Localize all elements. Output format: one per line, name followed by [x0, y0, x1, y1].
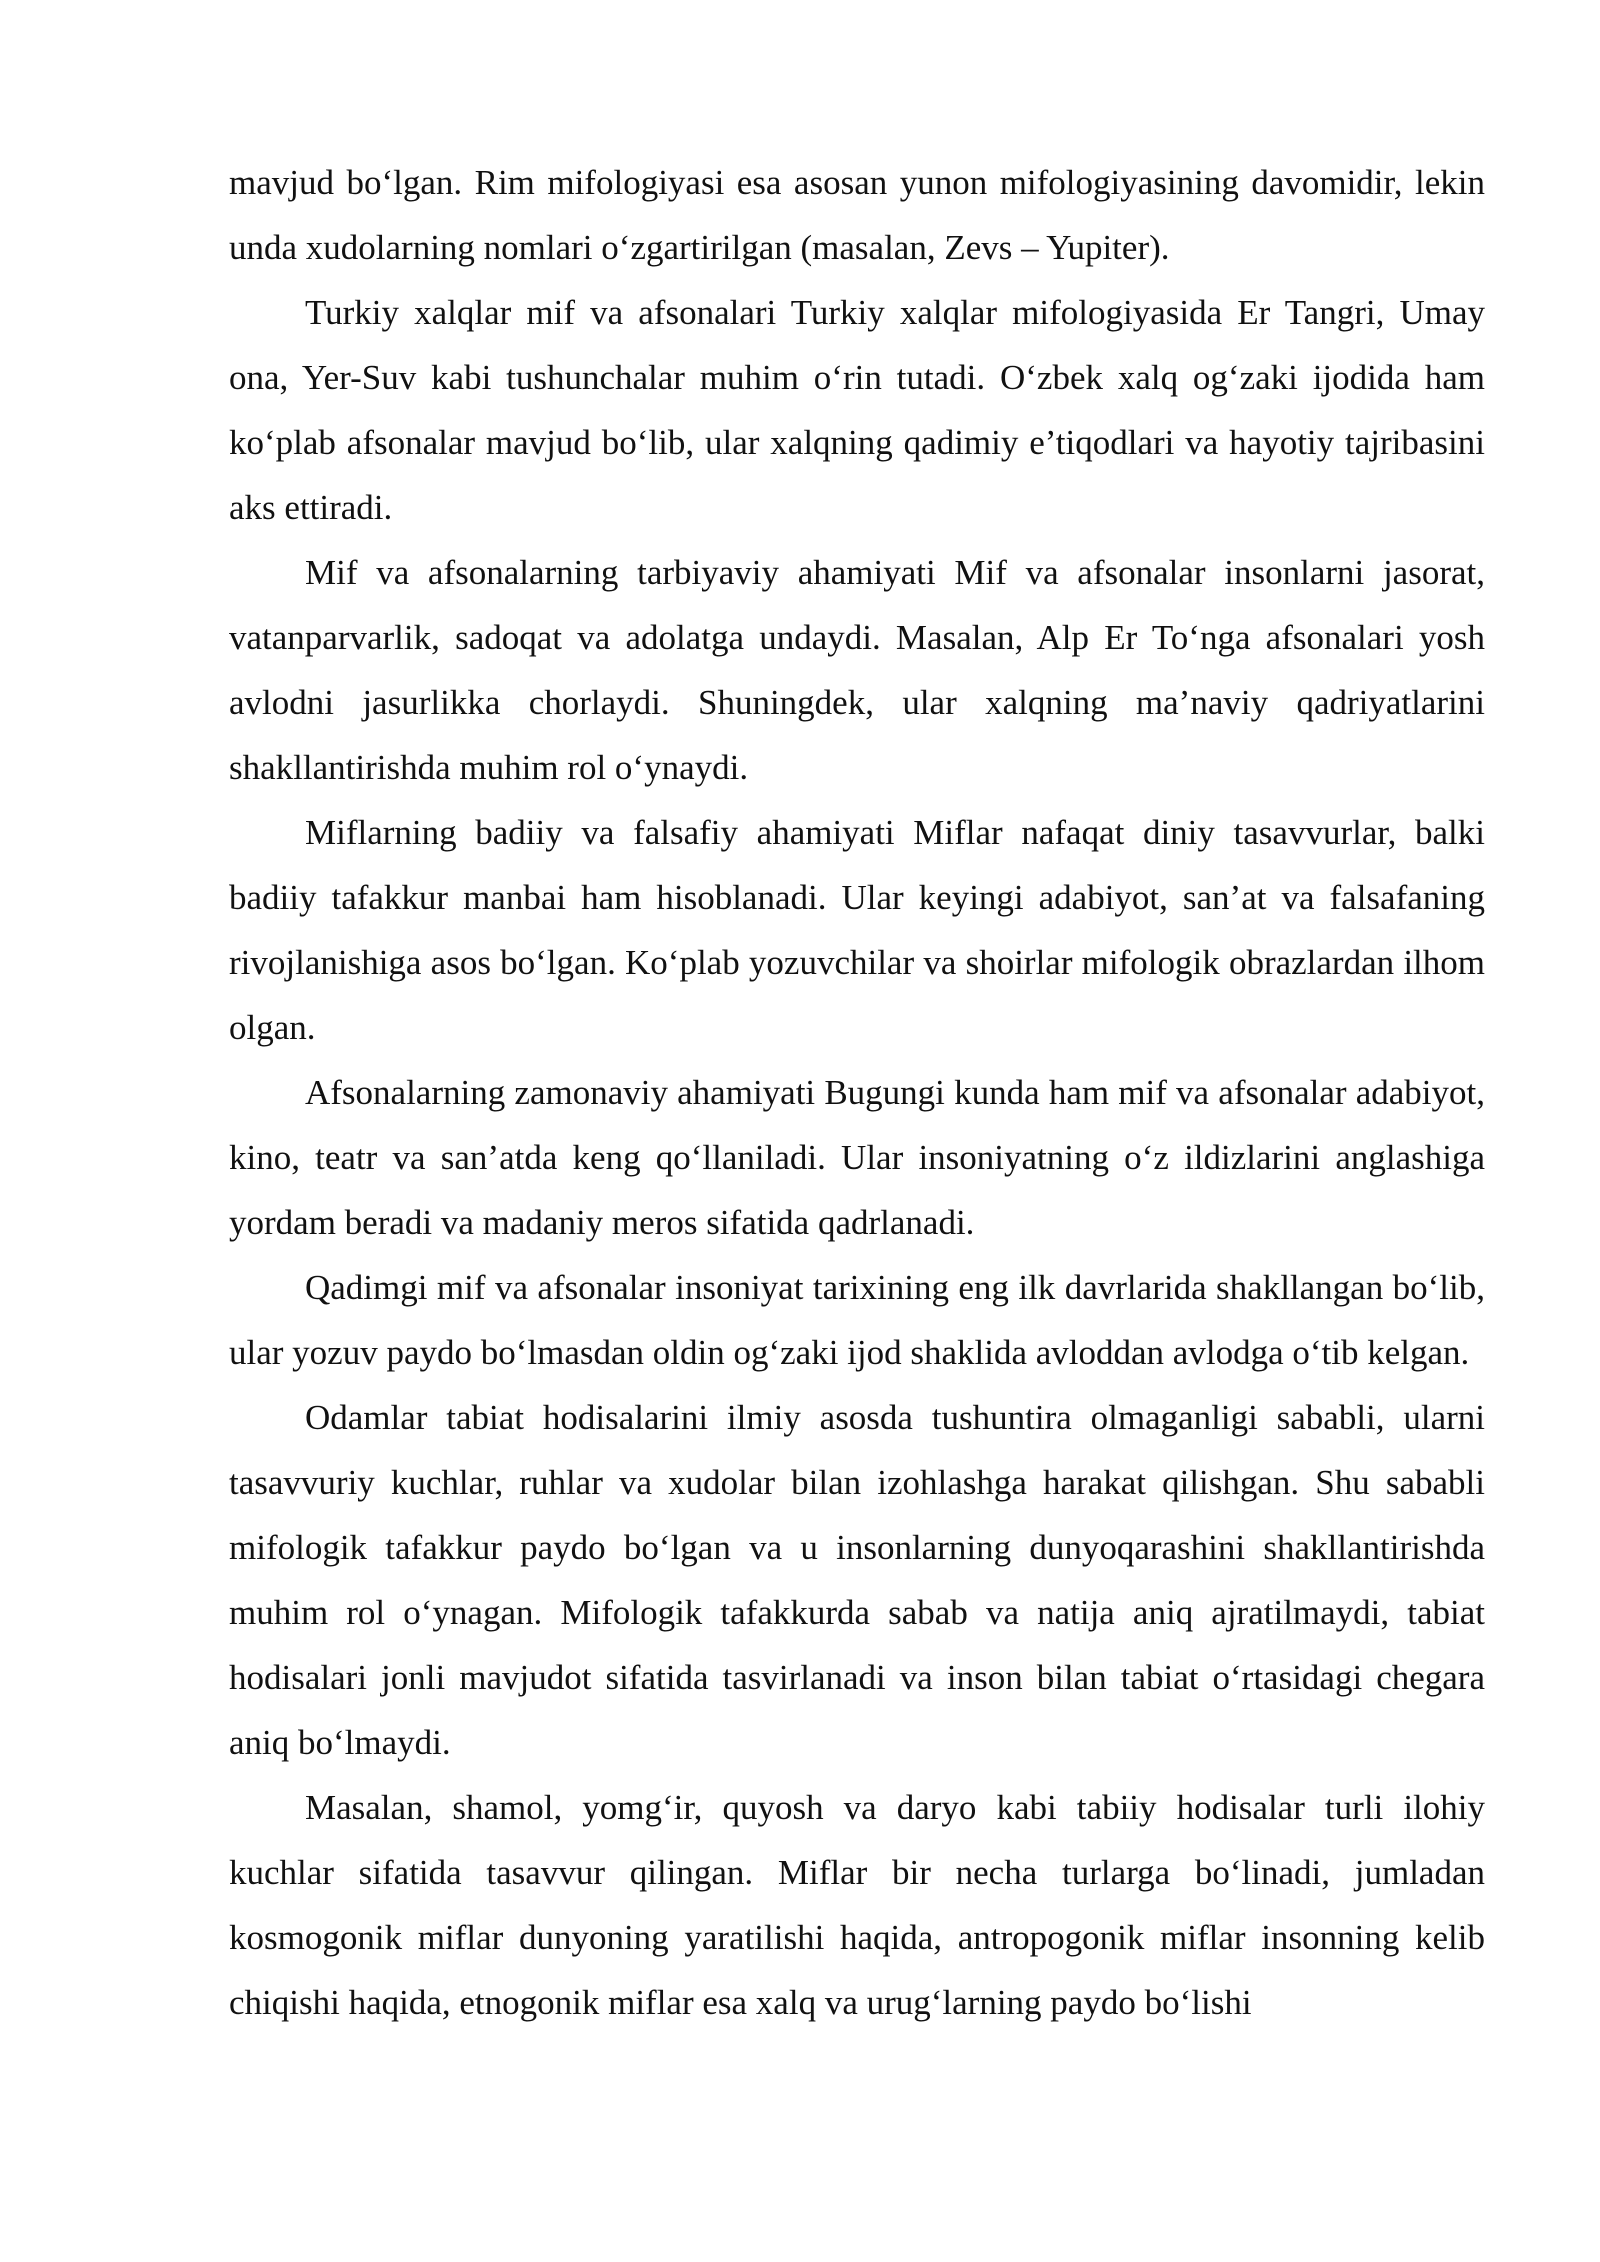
paragraph-artistic-philosophical-value: Miflarning badiiy va falsafiy ahamiyati Miflar nafaqat diniy tasavvurlar, balki badiiy tafakkur manbai ham hisoblanadi. Ular keyingi adabiyot, san’at va falsafaning rivojlanishiga asos bo‘lgan. Ko‘plab yozuvchilar va shoirlar mifologik obrazlardan ilhom olgan.	[229, 813, 1485, 1047]
paragraph-myth-types: Masalan, shamol, yomg‘ir, quyosh va daryo kabi tabiiy hodisalar turli ilohiy kuchlar sifatida tasavvur qilingan. Miflar bir necha turlarga bo‘linadi, jumladan kosmogonik miflar dunyoning yaratilishi haqida, antropogonik miflar insonning kelib chiqishi haqida, etnogonik miflar esa xalq va urug‘larning paydo bo‘lishi	[229, 1788, 1485, 2022]
paragraph-mythological-thinking: Odamlar tabiat hodisalarini ilmiy asosda tushuntira olmaganligi sababli, ularni tasavvuriy kuchlar, ruhlar va xudolar bilan izohlashga harakat qilishgan. Shu sababli mifologik tafakkur paydo bo‘lgan va u insonlarning dunyoqarashini shakllantirishda muhim rol o‘ynagan. Mifologik tafakkurda sabab va natija aniq ajratilmaydi, tabiat hodisalari jonli mavjudot sifatida tasvirlanadi va inson bilan tabiat o‘rtasidagi chegara aniq bo‘lmaydi.	[229, 1398, 1485, 1762]
document-body	[229, 150, 1485, 2035]
paragraph-modern-value: Afsonalarning zamonaviy ahamiyati Bugungi kunda ham mif va afsonalar adabiyot, kino, teatr va san’atda keng qo‘llaniladi. Ular insoniyatning o‘z ildizlarini anglashiga yordam beradi va madaniy meros sifatida qadrlanadi.	[229, 1073, 1485, 1242]
paragraph-educational-value: Mif va afsonalarning tarbiyaviy ahamiyati Mif va afsonalar insonlarni jasorat, vatanparvarlik, sadoqat va adolatga undaydi. Masalan, Alp Er To‘nga afsonalari yosh avlodni jasurlikka chorlaydi. Shuningdek, ular xalqning ma’naviy qadriyatlarini shakllantirishda muhim rol o‘ynaydi.	[229, 553, 1485, 787]
paragraph-ancient-origins: Qadimgi mif va afsonalar insoniyat tarixining eng ilk davrlarida shakllangan bo‘lib, ular yozuv paydo bo‘lmasdan oldin og‘zaki ijod shaklida avloddan avlodga o‘tib kelgan.	[229, 1268, 1485, 1372]
paragraph-continuation: mavjud bo‘lgan. Rim mifologiyasi esa asosan yunon mifologiyasining davomidir, lekin unda xudolarning nomlari o‘zgartirilgan (masalan, Zevs – Yupiter).	[229, 163, 1485, 267]
paragraph-turkic-myths: Turkiy xalqlar mif va afsonalari Turkiy xalqlar mifologiyasida Er Tangri, Umay ona, Yer-Suv kabi tushunchalar muhim o‘rin tutadi. O‘zbek xalq og‘zaki ijodida ham ko‘plab afsonalar mavjud bo‘lib, ular xalqning qadimiy e’tiqodlari va hayotiy tajribasini aks ettiradi.	[229, 293, 1485, 527]
